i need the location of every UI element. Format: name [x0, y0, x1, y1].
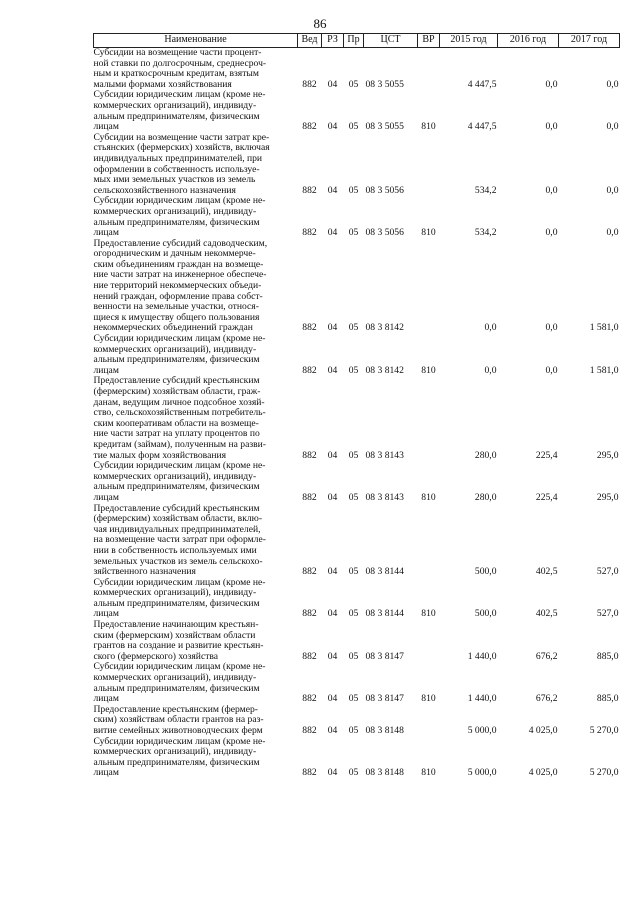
row-pr: 05: [348, 449, 359, 461]
row-ved: 882: [302, 650, 317, 662]
row-ved: 882: [302, 608, 317, 620]
header-2017: 2017 год: [559, 34, 620, 48]
row-2015: 0,0: [484, 322, 497, 334]
row-vr: 810: [421, 121, 436, 133]
row-pr: 05: [348, 491, 359, 503]
row-name: Предоставление субсидий крестьянским (фермерским) хозяйствам области, вклю- чая индивидуальных предпринимателей, на возмещение части затрат при оформле- нии в собственность используемых ими земельных участков из земель сельскохо- зяйственного назначения: [93, 502, 266, 578]
table-row: [94, 620, 620, 662]
row-pr: 05: [348, 566, 359, 578]
row-ved: 882: [302, 725, 317, 736]
row-vr: [418, 376, 440, 461]
row-vr: 810: [421, 364, 436, 376]
row-2017: 885,0: [596, 650, 619, 662]
row-2015: 534,2: [474, 184, 497, 196]
table-header-row: [94, 34, 620, 48]
row-ved: 882: [302, 322, 317, 334]
row-2017: 1 581,0: [589, 322, 619, 334]
row-rz: 04: [327, 693, 338, 705]
table-row: [94, 662, 620, 704]
budget-table: [93, 33, 620, 779]
row-vr: [418, 705, 440, 737]
row-rz: 04: [327, 491, 338, 503]
row-ved: 882: [302, 364, 317, 376]
row-cst: 08 3 8144: [365, 608, 404, 620]
row-name: Субсидии юридическим лицам (кроме не- коммерческих организаций), индивиду- альным предпринимателям, физическим лицам: [93, 735, 266, 779]
header-2016: 2016 год: [498, 34, 559, 48]
row-cst: 08 3 5056: [365, 184, 404, 196]
row-2015: 1 440,0: [467, 650, 497, 662]
row-name: Субсидии на возмещение части процент- ной ставки по долгосрочным, среднесроч- ным и краткосрочным кредитам, взятым малыми формами хозяйствования: [93, 47, 267, 90]
row-vr: 810: [421, 608, 436, 620]
row-vr: [418, 620, 440, 662]
row-ved: 882: [302, 121, 317, 133]
row-cst: 08 3 8148: [365, 767, 404, 779]
row-2017: 5 270,0: [589, 767, 619, 779]
row-name: Субсидии юридическим лицам (кроме не- коммерческих организаций), индивиду- альным предпринимателям, физическим лицам: [93, 89, 266, 133]
row-cst: 08 3 8143: [365, 449, 404, 461]
row-rz: 04: [327, 227, 338, 239]
row-ved: 882: [302, 78, 317, 90]
table-row: [94, 196, 620, 238]
row-pr: 05: [348, 227, 359, 239]
row-vr: 810: [421, 227, 436, 239]
table-row: [94, 705, 620, 737]
row-rz: 04: [327, 121, 338, 133]
row-2017: 0,0: [606, 78, 619, 90]
row-2017: 527,0: [596, 608, 619, 620]
table-row: [94, 48, 620, 91]
row-cst: 08 3 5055: [365, 78, 404, 90]
row-rz: 04: [327, 608, 338, 620]
row-name: Предоставление крестьянским (фермер- ским) хозяйствам области грантов на раз- витие семейных животноводческих ферм: [93, 703, 264, 736]
row-rz: 04: [327, 184, 338, 196]
row-cst: 08 3 8142: [365, 322, 404, 334]
row-2016: 0,0: [545, 121, 558, 133]
row-name: Предоставление начинающим крестьян- ским (фермерским) хозяйствам области грантов на создание и развитие крестьян- ского (фермерского) хозяйства: [93, 619, 264, 662]
row-pr: 05: [348, 608, 359, 620]
row-2015: 0,0: [484, 364, 497, 376]
row-2016: 676,2: [535, 650, 558, 662]
row-rz: 04: [327, 78, 338, 90]
table-row: [94, 737, 620, 779]
header-ved: Вед: [298, 34, 322, 48]
row-2015: 5 000,0: [467, 725, 497, 736]
row-cst: 08 3 8143: [365, 491, 404, 503]
row-ved: 882: [302, 566, 317, 578]
row-name: Субсидии юридическим лицам (кроме не- коммерческих организаций), индивиду- альным предпринимателям, физическим лицам: [93, 661, 266, 705]
row-2017: 885,0: [596, 693, 619, 705]
row-name: Субсидии юридическим лицам (кроме не- коммерческих организаций), индивиду- альным предпринимателям, физическим лицам: [93, 460, 266, 503]
table-row: [94, 334, 620, 376]
row-2016: 4 025,0: [528, 725, 558, 736]
row-2017: 527,0: [596, 566, 619, 578]
header-name: Наименование: [94, 34, 298, 48]
row-2016: 0,0: [545, 184, 558, 196]
row-rz: 04: [327, 767, 338, 779]
row-2016: 402,5: [535, 608, 558, 620]
row-2017: 1 581,0: [589, 364, 619, 376]
row-ved: 882: [302, 227, 317, 239]
row-cst: 08 3 8148: [365, 725, 404, 736]
row-ved: 882: [302, 491, 317, 503]
row-name: Субсидии юридическим лицам (кроме не- коммерческих организаций), индивиду- альным предпринимателям, физическим лицам: [93, 576, 266, 620]
row-pr: 05: [348, 725, 359, 736]
row-pr: 05: [348, 322, 359, 334]
header-pr: Пр: [344, 34, 364, 48]
row-ved: 882: [302, 184, 317, 196]
header-vr: ВР: [418, 34, 440, 48]
row-pr: 05: [348, 121, 359, 133]
row-2015: 280,0: [474, 491, 497, 503]
row-2016: 0,0: [545, 322, 558, 334]
row-2015: 1 440,0: [467, 693, 497, 705]
row-2015: 4 447,5: [467, 121, 497, 133]
row-ved: 882: [302, 449, 317, 461]
row-pr: 05: [348, 767, 359, 779]
row-cst: 08 3 8147: [365, 650, 404, 662]
row-rz: 04: [327, 650, 338, 662]
row-vr: [418, 504, 440, 578]
row-vr: [418, 133, 440, 197]
header-rz: РЗ: [322, 34, 344, 48]
row-2015: 500,0: [474, 608, 497, 620]
row-2015: 4 447,5: [467, 78, 497, 90]
row-2017: 295,0: [596, 449, 619, 461]
table-row: [94, 376, 620, 461]
row-rz: 04: [327, 364, 338, 376]
table-row: [94, 90, 620, 132]
row-2016: 4 025,0: [528, 767, 558, 779]
row-2015: 500,0: [474, 566, 497, 578]
row-vr: [418, 239, 440, 334]
row-vr: [418, 48, 440, 91]
row-ved: 882: [302, 693, 317, 705]
row-pr: 05: [348, 693, 359, 705]
table-row: [94, 578, 620, 620]
row-pr: 05: [348, 364, 359, 376]
row-2016: 225,4: [535, 449, 558, 461]
row-name: Субсидии юридическим лицам (кроме не- коммерческих организаций), индивиду- альным предпринимателям, физическим лицам: [93, 333, 266, 376]
table-row: [94, 133, 620, 197]
row-name: Предоставление субсидий садоводческим, огородническим и дачным некоммерче- ским объединениям граждан на возмеще- ние части затрат на инженерное обеспече- ние территорий некоммерческих объеди- нений граждан, оформление права собст- венности на земельные участки, относя- щиеся к имуществу общего пользования некоммерческих объединений граждан: [93, 237, 268, 334]
row-name: Предоставление субсидий крестьянским (фермерским) хозяйствам области, граж- данам, ведущим личное подсобное хозяй- ство, сельскохозяйственным потребитель- ским кооперативам области на возмеще- ние части затрат на уплату процентов по кредитам (займам), полученным на разви- тие малых форм хозяйствования: [93, 375, 266, 461]
page-number: 86: [313, 16, 327, 31]
row-cst: 08 3 8144: [365, 566, 404, 578]
row-pr: 05: [348, 184, 359, 196]
row-cst: 08 3 5055: [365, 121, 404, 133]
row-rz: 04: [327, 725, 338, 736]
row-vr: 810: [421, 767, 436, 779]
row-rz: 04: [327, 322, 338, 334]
row-2015: 5 000,0: [467, 767, 497, 779]
row-pr: 05: [348, 78, 359, 90]
row-name: Субсидии на возмещение части затрат кре- стьянских (фермерских) хозяйств, включая индивидуальных предпринимателей, при оформлении в собственность используе- мых ими земельных участков из земель сельскохозяйственного назначения: [93, 131, 270, 196]
row-2015: 280,0: [474, 449, 497, 461]
row-ved: 882: [302, 767, 317, 779]
row-rz: 04: [327, 449, 338, 461]
row-vr: 810: [421, 693, 436, 705]
row-name: Субсидии юридическим лицам (кроме не- коммерческих организаций), индивиду- альным предпринимателям, физическим лицам: [93, 195, 266, 239]
table-row: [94, 461, 620, 503]
row-2015: 534,2: [474, 227, 497, 239]
row-pr: 05: [348, 650, 359, 662]
row-2016: 676,2: [535, 693, 558, 705]
header-cst: ЦСТ: [364, 34, 418, 48]
row-2017: 295,0: [596, 491, 619, 503]
row-cst: 08 3 8147: [365, 693, 404, 705]
table-row: [94, 504, 620, 578]
row-2017: 5 270,0: [589, 725, 619, 736]
row-2016: 0,0: [545, 78, 558, 90]
row-rz: 04: [327, 566, 338, 578]
row-2017: 0,0: [606, 184, 619, 196]
row-2017: 0,0: [606, 121, 619, 133]
row-2016: 0,0: [545, 364, 558, 376]
row-vr: 810: [421, 491, 436, 503]
row-2017: 0,0: [606, 227, 619, 239]
row-cst: 08 3 5056: [365, 227, 404, 239]
table-row: [94, 239, 620, 334]
header-2015: 2015 год: [440, 34, 498, 48]
row-2016: 0,0: [545, 227, 558, 239]
row-cst: 08 3 8142: [365, 364, 404, 376]
row-2016: 225,4: [535, 491, 558, 503]
row-2016: 402,5: [535, 566, 558, 578]
